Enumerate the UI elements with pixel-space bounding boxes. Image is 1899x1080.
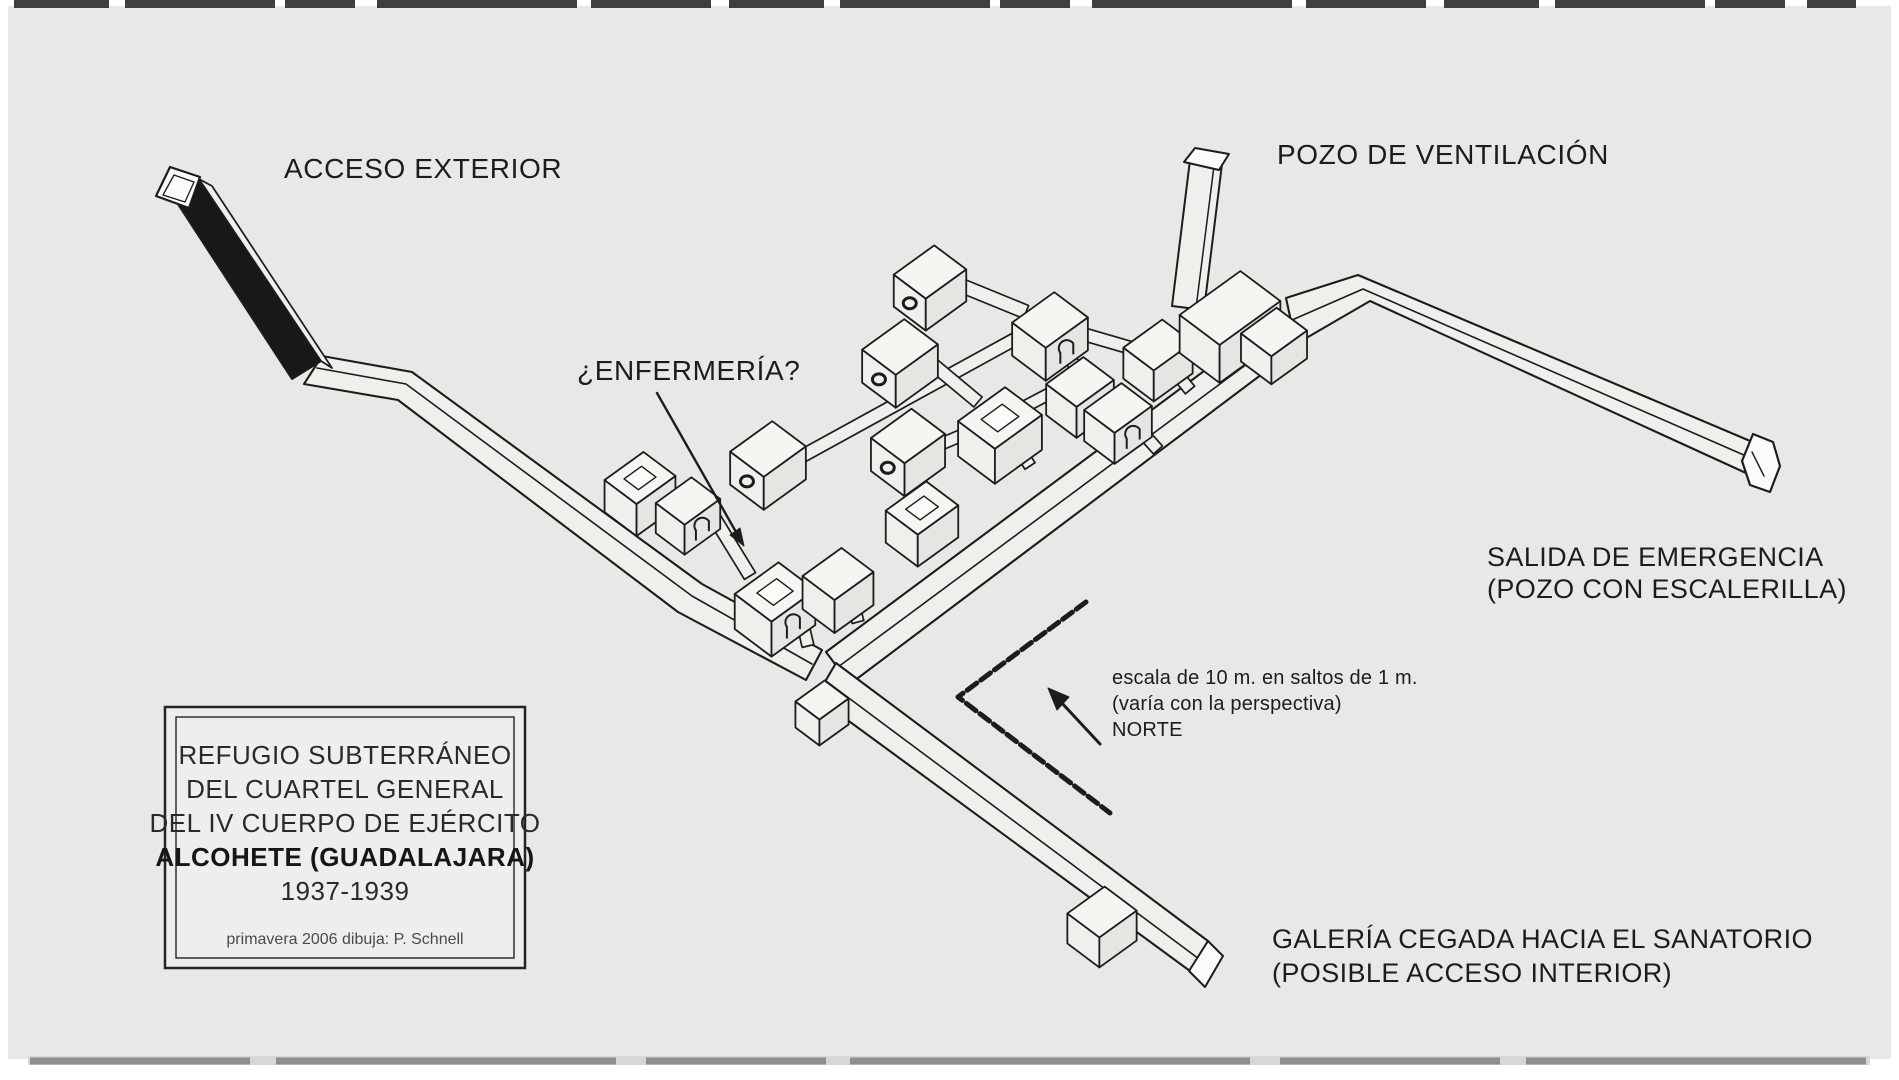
label-acceso-exterior: ACCESO EXTERIOR <box>284 153 563 184</box>
label-salida-emergencia-line2: (POZO CON ESCALERILLA) <box>1487 574 1847 604</box>
title-line-1: REFUGIO SUBTERRÁNEO <box>178 740 512 770</box>
label-escala-line2: (varía con la perspectiva) <box>1112 693 1342 715</box>
label-norte: NORTE <box>1112 719 1183 741</box>
label-galeria-cegada-line1: GALERÍA CEGADA HACIA EL SANATORIO <box>1272 924 1813 954</box>
title-box <box>149 707 540 968</box>
title-credit: primavera 2006 dibuja: P. Schnell <box>226 931 464 948</box>
title-line-4-bold: ALCOHETE (GUADALAJARA) <box>155 842 535 872</box>
title-line-3: DEL IV CUERPO DE EJÉRCITO <box>149 808 541 838</box>
label-salida-emergencia-line1: SALIDA DE EMERGENCIA <box>1487 542 1824 572</box>
title-line-5-years: 1937-1939 <box>280 876 410 906</box>
label-galeria-cegada-line2: (POSIBLE ACCESO INTERIOR) <box>1272 958 1673 988</box>
label-escala-line1: escala de 10 m. en saltos de 1 m. <box>1112 667 1418 689</box>
label-enfermeria: ¿ENFERMERÍA? <box>577 355 801 386</box>
label-pozo-ventilacion: POZO DE VENTILACIÓN <box>1277 139 1609 170</box>
title-line-2: DEL CUARTEL GENERAL <box>186 774 504 804</box>
